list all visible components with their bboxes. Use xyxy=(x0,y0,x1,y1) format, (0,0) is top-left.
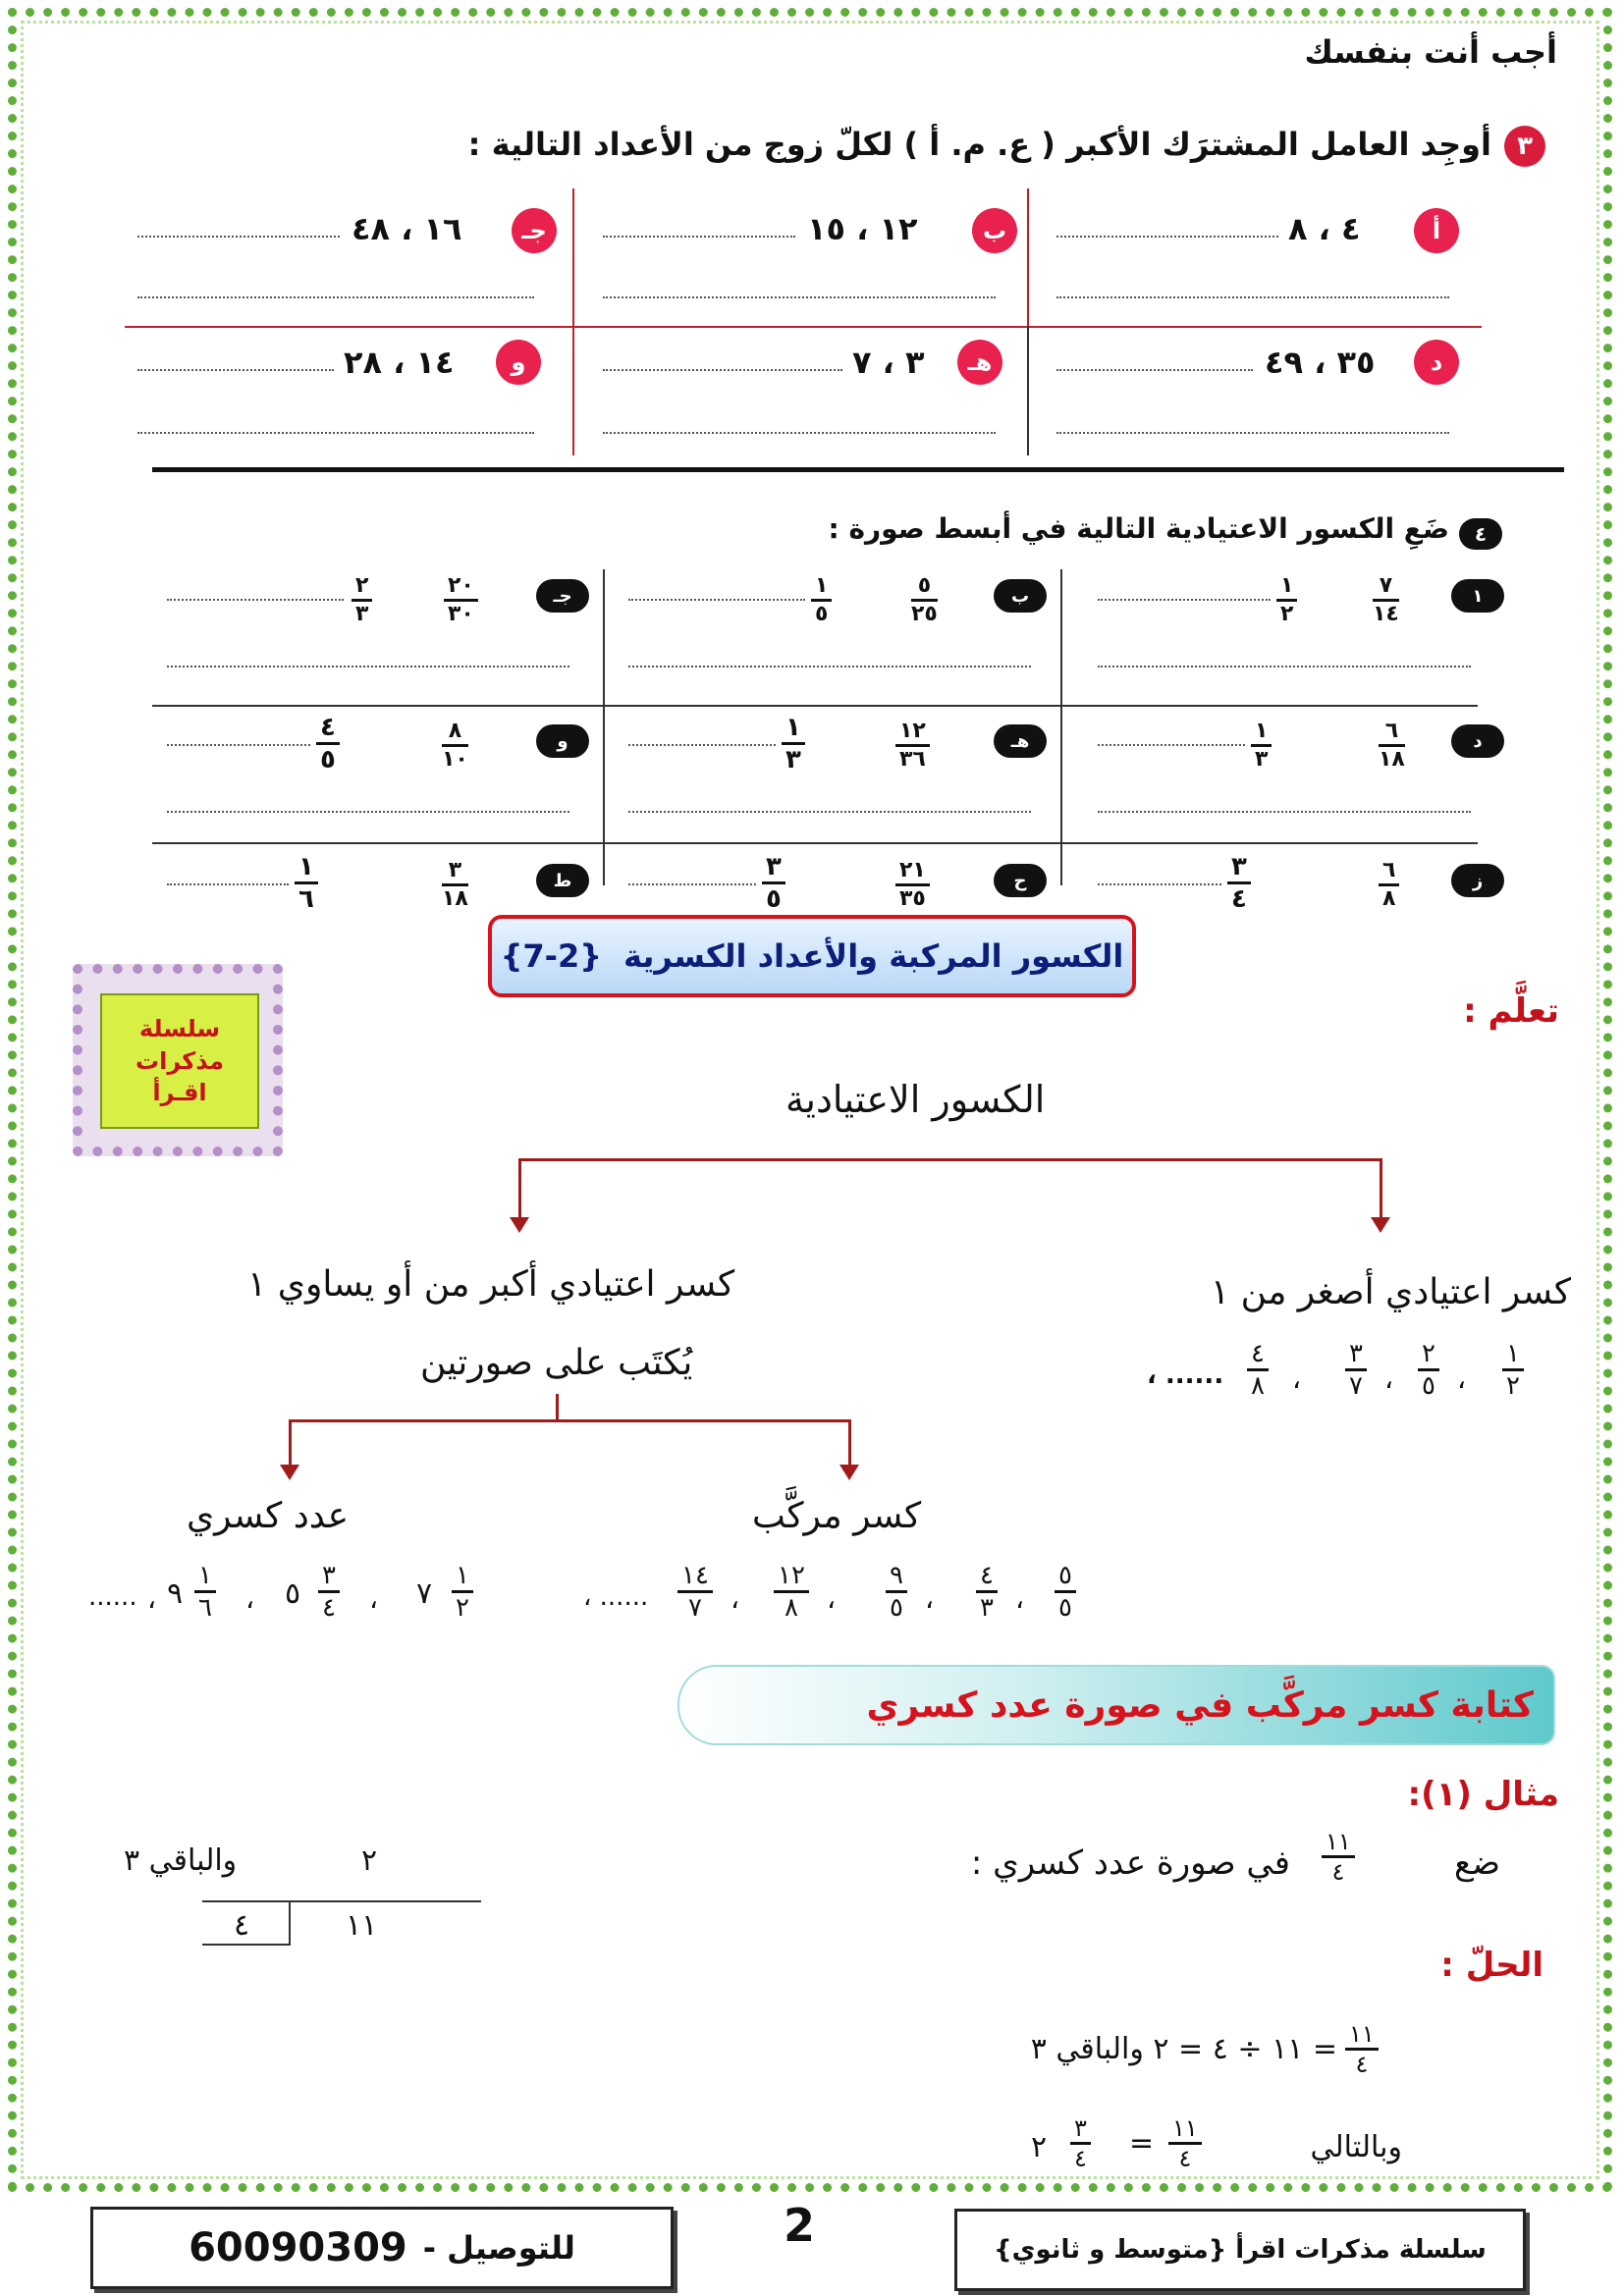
denominator: ٦ xyxy=(298,884,314,914)
numerator: ٢٠ xyxy=(448,573,474,598)
denominator: ٦ xyxy=(198,1593,212,1623)
numerator: ١ xyxy=(298,852,314,881)
example-fraction xyxy=(677,1563,713,1621)
solution-line: = ١١ ÷ ٤ = ٢ والباقي ٣ xyxy=(1030,2032,1337,2066)
numerator: ١٢ xyxy=(899,719,926,743)
mixed-whole: ٩ xyxy=(167,1576,184,1611)
denominator: ٥ xyxy=(815,602,829,626)
numerator: ٣ xyxy=(1074,2114,1087,2142)
answer-line[interactable] xyxy=(137,236,340,238)
numerator: ١ xyxy=(1280,573,1294,598)
answer-line[interactable] xyxy=(1056,236,1278,238)
denominator: ٣ xyxy=(1255,747,1269,772)
denominator: ٤ xyxy=(322,1593,336,1623)
answer-line[interactable] xyxy=(1056,369,1253,371)
q3-item-label: جـ xyxy=(512,208,557,253)
answer-line[interactable] xyxy=(628,811,1031,813)
division-divisor: ٤ xyxy=(234,1908,250,1943)
example-fraction xyxy=(774,1563,809,1621)
numerator: ١٤ xyxy=(681,1561,709,1590)
q4-item-label: و xyxy=(536,724,589,758)
q4-prompt: ضَعِ الكسور الاعتيادية التالية في أبسط صورة : xyxy=(828,512,1449,545)
division-quotient: ٢ xyxy=(361,1843,378,1878)
answer-line[interactable] xyxy=(1098,744,1245,746)
learn-heading: تعلَّم : xyxy=(1463,991,1559,1031)
numerator: ١ xyxy=(456,1561,469,1590)
division-dividend: ١١ xyxy=(346,1908,378,1943)
answer-line[interactable] xyxy=(628,666,1031,667)
lesson-title: الكسور المركبة والأعداد الكسرية xyxy=(623,937,1124,975)
compound-label: كسر مركَّب xyxy=(752,1496,922,1536)
given-fraction xyxy=(895,860,930,910)
numerator: ٢١ xyxy=(899,858,926,882)
numerator: ٥ xyxy=(917,573,932,598)
denominator: ٥ xyxy=(1058,1593,1072,1623)
q3-item-pair: ٣ ، ٧ xyxy=(852,344,925,381)
numerator: ١ xyxy=(198,1561,212,1590)
section-rule xyxy=(152,467,1564,472)
separator: ، xyxy=(1457,1362,1467,1395)
answer-fraction xyxy=(1276,575,1297,625)
continuation-dots: ...... ، xyxy=(583,1582,649,1612)
denominator: ٨ xyxy=(1382,886,1396,911)
answer-fraction xyxy=(1227,854,1251,912)
numerator: ٣ xyxy=(1231,852,1247,881)
separator: ، xyxy=(1384,1362,1394,1395)
denominator: ٨ xyxy=(784,1593,798,1623)
denominator: ٢ xyxy=(1506,1371,1520,1401)
numerator: ١ xyxy=(815,573,829,598)
denominator: ٤ xyxy=(1178,2145,1192,2172)
denominator: ٥ xyxy=(766,884,782,914)
example-fraction xyxy=(318,1563,340,1621)
answer-line[interactable] xyxy=(1056,296,1449,298)
lesson-number: {7-2} xyxy=(500,937,602,975)
given-fraction xyxy=(1379,721,1405,771)
logo-text-box xyxy=(100,993,259,1129)
example-fraction xyxy=(1247,1341,1269,1399)
numerator: ٦ xyxy=(1384,719,1399,743)
q3-item-label: ب xyxy=(972,208,1017,253)
numerator: ٣ xyxy=(1349,1339,1363,1368)
q4-grid-divider xyxy=(603,569,605,885)
example-fraction xyxy=(194,1563,216,1621)
denominator: ٣ xyxy=(355,602,369,626)
mixed-whole: ٥ xyxy=(285,1576,301,1611)
separator: ، xyxy=(731,1582,740,1615)
answer-line[interactable] xyxy=(628,744,776,746)
q3-grid-divider xyxy=(1027,188,1029,346)
answer-line[interactable] xyxy=(167,811,569,813)
q3-item-label: د xyxy=(1414,340,1459,385)
solution-line2-label: وبالتالي xyxy=(1310,2130,1402,2164)
given-fraction xyxy=(1379,860,1399,910)
q3-item-pair: ٣٥ ، ٤٩ xyxy=(1265,344,1376,381)
denominator: ٧ xyxy=(687,1593,702,1623)
result-fraction xyxy=(1070,2116,1091,2170)
numerator: ١١ xyxy=(1172,2114,1198,2142)
answer-line[interactable] xyxy=(603,296,996,298)
example-fraction xyxy=(976,1563,998,1621)
numerator: ٣ xyxy=(448,858,462,882)
logo-line: اقـرأ xyxy=(152,1079,207,1107)
given-fraction xyxy=(444,575,478,625)
footer-series-box xyxy=(954,2209,1526,2291)
numerator: ١ xyxy=(1255,719,1269,743)
mixed-whole: ٧ xyxy=(416,1576,433,1611)
numerator: ٤ xyxy=(1251,1339,1265,1368)
given-fraction xyxy=(442,860,468,910)
example-fraction xyxy=(1418,1341,1439,1399)
section-banner xyxy=(677,1665,1555,1745)
q3-item-pair: ١٢ ، ١٥ xyxy=(807,210,918,247)
denominator: ٣ xyxy=(980,1593,994,1623)
numerator: ١ xyxy=(1506,1339,1520,1368)
division-bracket xyxy=(289,1900,291,1946)
separator: ، xyxy=(925,1582,935,1615)
logo-line: مذكرات xyxy=(135,1046,224,1075)
denominator: ٤ xyxy=(1231,884,1247,914)
example-fraction xyxy=(1055,1563,1076,1621)
example-fraction xyxy=(452,1563,473,1621)
tree-connector xyxy=(556,1394,559,1421)
q3-item-label: هـ xyxy=(957,340,1002,385)
right-branch-sublabel: يُكتَب على صورتين xyxy=(420,1343,693,1383)
tree-connector xyxy=(518,1158,1382,1161)
q3-item-label: أ xyxy=(1414,208,1459,253)
q3-item-label: و xyxy=(496,340,541,385)
q3-item-pair: ١٤ ، ٢٨ xyxy=(344,344,455,381)
footer-series: سلسلة مذكرات اقرأ {متوسط و ثانوي} xyxy=(994,2235,1487,2265)
denominator: ٣٦ xyxy=(899,747,926,772)
q4-item-label: ح xyxy=(994,864,1047,897)
example-fraction xyxy=(1345,1341,1367,1399)
answer-line[interactable] xyxy=(167,744,310,746)
series-logo xyxy=(73,964,283,1156)
numerator: ٣ xyxy=(766,852,782,881)
answer-fraction xyxy=(762,854,785,912)
answer-fraction xyxy=(316,715,340,773)
numerator: ٢ xyxy=(355,573,369,598)
numerator: ٤ xyxy=(320,713,336,742)
solution-title: الحلّ : xyxy=(1440,1946,1543,1985)
answer-line[interactable] xyxy=(167,599,344,601)
continuation-dots: ...... xyxy=(88,1582,137,1612)
answer-line[interactable] xyxy=(628,883,756,885)
denominator: ٣ xyxy=(785,745,801,774)
section-banner-text: كتابة كسر مركَّب في صورة عدد كسري xyxy=(866,1684,1534,1726)
tree-arrow xyxy=(848,1419,851,1467)
division-remainder: والباقي ٣ xyxy=(124,1843,238,1878)
separator: ، xyxy=(827,1582,837,1615)
separator: ، xyxy=(369,1582,379,1615)
q3-grid-divider xyxy=(572,188,574,455)
solution-fraction xyxy=(1345,2022,1379,2076)
denominator: ٤ xyxy=(1074,2145,1087,2172)
numerator: ٦ xyxy=(1382,858,1396,882)
q4-item-label: ب xyxy=(994,579,1047,613)
numerator: ٤ xyxy=(980,1561,994,1590)
example-fraction xyxy=(886,1563,907,1621)
footer-contact-label: للتوصيل - xyxy=(422,2229,575,2267)
q3-item-pair: ١٦ ، ٤٨ xyxy=(352,210,462,247)
continuation-dots: ...... ، xyxy=(1147,1361,1224,1390)
denominator: ٢٥ xyxy=(911,602,938,626)
answer-line[interactable] xyxy=(603,432,996,434)
q4-item-label: جـ xyxy=(536,579,589,613)
example-fraction xyxy=(1502,1341,1524,1399)
numerator: ١١ xyxy=(1326,1828,1351,1855)
q3-item-pair: ٤ ، ٨ xyxy=(1288,210,1361,247)
q4-item-label: ط xyxy=(536,864,589,897)
denominator: ٧ xyxy=(1349,1371,1363,1401)
denominator: ١٤ xyxy=(1373,602,1399,626)
answer-fraction xyxy=(352,575,372,625)
numerator: ٢ xyxy=(1422,1339,1435,1368)
q3-number-badge: ٣ xyxy=(1504,126,1545,167)
denominator: ٥ xyxy=(320,745,336,774)
q3-prompt: أوجِد العامل المشترَك الأكبر ( ع. م. أ ) لكلّ زوج من الأعداد التالية : xyxy=(467,126,1491,163)
footer-phone[interactable]: 60090309 xyxy=(189,2225,407,2270)
answer-line[interactable] xyxy=(1098,666,1471,667)
denominator: ١٨ xyxy=(1379,747,1405,772)
answer-fraction xyxy=(1251,721,1272,771)
tree-arrow xyxy=(289,1419,292,1467)
answer-line[interactable] xyxy=(137,432,534,434)
q4-number-badge: ٤ xyxy=(1459,518,1502,550)
denominator: ١٠ xyxy=(442,747,468,772)
q4-item-label: د xyxy=(1451,724,1504,758)
q3-grid-row-divider xyxy=(125,326,1482,328)
answer-line[interactable] xyxy=(1098,599,1271,601)
answer-line[interactable] xyxy=(628,599,805,601)
given-fraction xyxy=(895,721,930,771)
denominator: ٣٥ xyxy=(899,886,926,911)
result-whole: ٢ xyxy=(1031,2130,1048,2164)
example-fraction xyxy=(1322,1830,1355,1884)
answer-line[interactable] xyxy=(1098,811,1471,813)
answer-line[interactable] xyxy=(603,236,795,238)
numerator: ٨ xyxy=(448,719,462,743)
numerator: ٧ xyxy=(1379,573,1393,598)
numerator: ٩ xyxy=(890,1561,903,1590)
given-fraction xyxy=(1373,575,1399,625)
separator: ، xyxy=(245,1582,255,1615)
answer-fraction xyxy=(295,854,318,912)
denominator: ٢ xyxy=(456,1593,469,1623)
footer-contact-box xyxy=(90,2207,674,2289)
denominator: ٥ xyxy=(890,1593,903,1623)
tree-arrow xyxy=(518,1158,521,1219)
q4-grid-row-divider xyxy=(152,705,1478,707)
answer-line[interactable] xyxy=(1098,883,1221,885)
division-bar xyxy=(202,1900,481,1902)
q4-grid-row-divider xyxy=(152,842,1478,844)
answer-line[interactable] xyxy=(167,883,289,885)
division-underline xyxy=(202,1944,291,1946)
denominator: ٤ xyxy=(1355,2051,1369,2078)
answer-fraction xyxy=(782,715,805,773)
answer-line[interactable] xyxy=(167,666,569,667)
answer-line[interactable] xyxy=(137,369,334,371)
mixed-label: عدد كسري xyxy=(187,1496,350,1536)
given-fraction xyxy=(442,721,468,771)
tree-arrow xyxy=(1380,1158,1382,1219)
denominator: ٥ xyxy=(1422,1371,1435,1401)
answer-line[interactable] xyxy=(137,296,534,298)
answer-fraction xyxy=(811,575,832,625)
tree-root: الكسور الاعتيادية xyxy=(785,1078,1046,1121)
q4-grid-divider xyxy=(1060,569,1062,885)
left-branch-label: كسر اعتيادي أصغر من ١ xyxy=(1210,1272,1571,1312)
example-prompt-post: في صورة عدد كسري : xyxy=(970,1843,1290,1883)
numerator: ٣ xyxy=(322,1561,336,1590)
denominator: ١٨ xyxy=(442,886,468,911)
instruction-text: أجب أنت بنفسك xyxy=(1304,33,1557,71)
given-fraction xyxy=(911,575,938,625)
numerator: ١١ xyxy=(1349,2020,1375,2048)
logo-line: سلسلة xyxy=(138,1015,221,1043)
right-branch-label: كسر اعتيادي أكبر من أو يساوي ١ xyxy=(247,1264,735,1305)
denominator: ٣٠ xyxy=(448,602,474,626)
answer-line[interactable] xyxy=(1056,432,1449,434)
q4-item-label: ١ xyxy=(1451,579,1504,613)
denominator: ٢ xyxy=(1280,602,1294,626)
numerator: ١٢ xyxy=(778,1561,805,1590)
separator: ، xyxy=(147,1582,157,1615)
lesson-title-banner xyxy=(488,915,1136,997)
equals-sign: = xyxy=(1129,2126,1155,2161)
q4-item-label: هـ xyxy=(994,724,1047,758)
example-prompt-pre: ضع xyxy=(1454,1843,1500,1883)
tree-connector xyxy=(289,1419,850,1422)
separator: ، xyxy=(1292,1362,1302,1395)
denominator: ٤ xyxy=(1331,1858,1345,1886)
page-number: 2 xyxy=(784,2199,816,2252)
numerator: ٥ xyxy=(1058,1561,1072,1590)
separator: ، xyxy=(1015,1582,1025,1615)
q3-grid-divider xyxy=(1027,326,1029,455)
numerator: ١ xyxy=(785,713,801,742)
answer-line[interactable] xyxy=(603,369,842,371)
denominator: ٨ xyxy=(1251,1371,1265,1401)
q4-item-label: ز xyxy=(1451,864,1504,897)
solution-fraction xyxy=(1168,2116,1202,2170)
example-title: مثال (١): xyxy=(1407,1775,1559,1814)
